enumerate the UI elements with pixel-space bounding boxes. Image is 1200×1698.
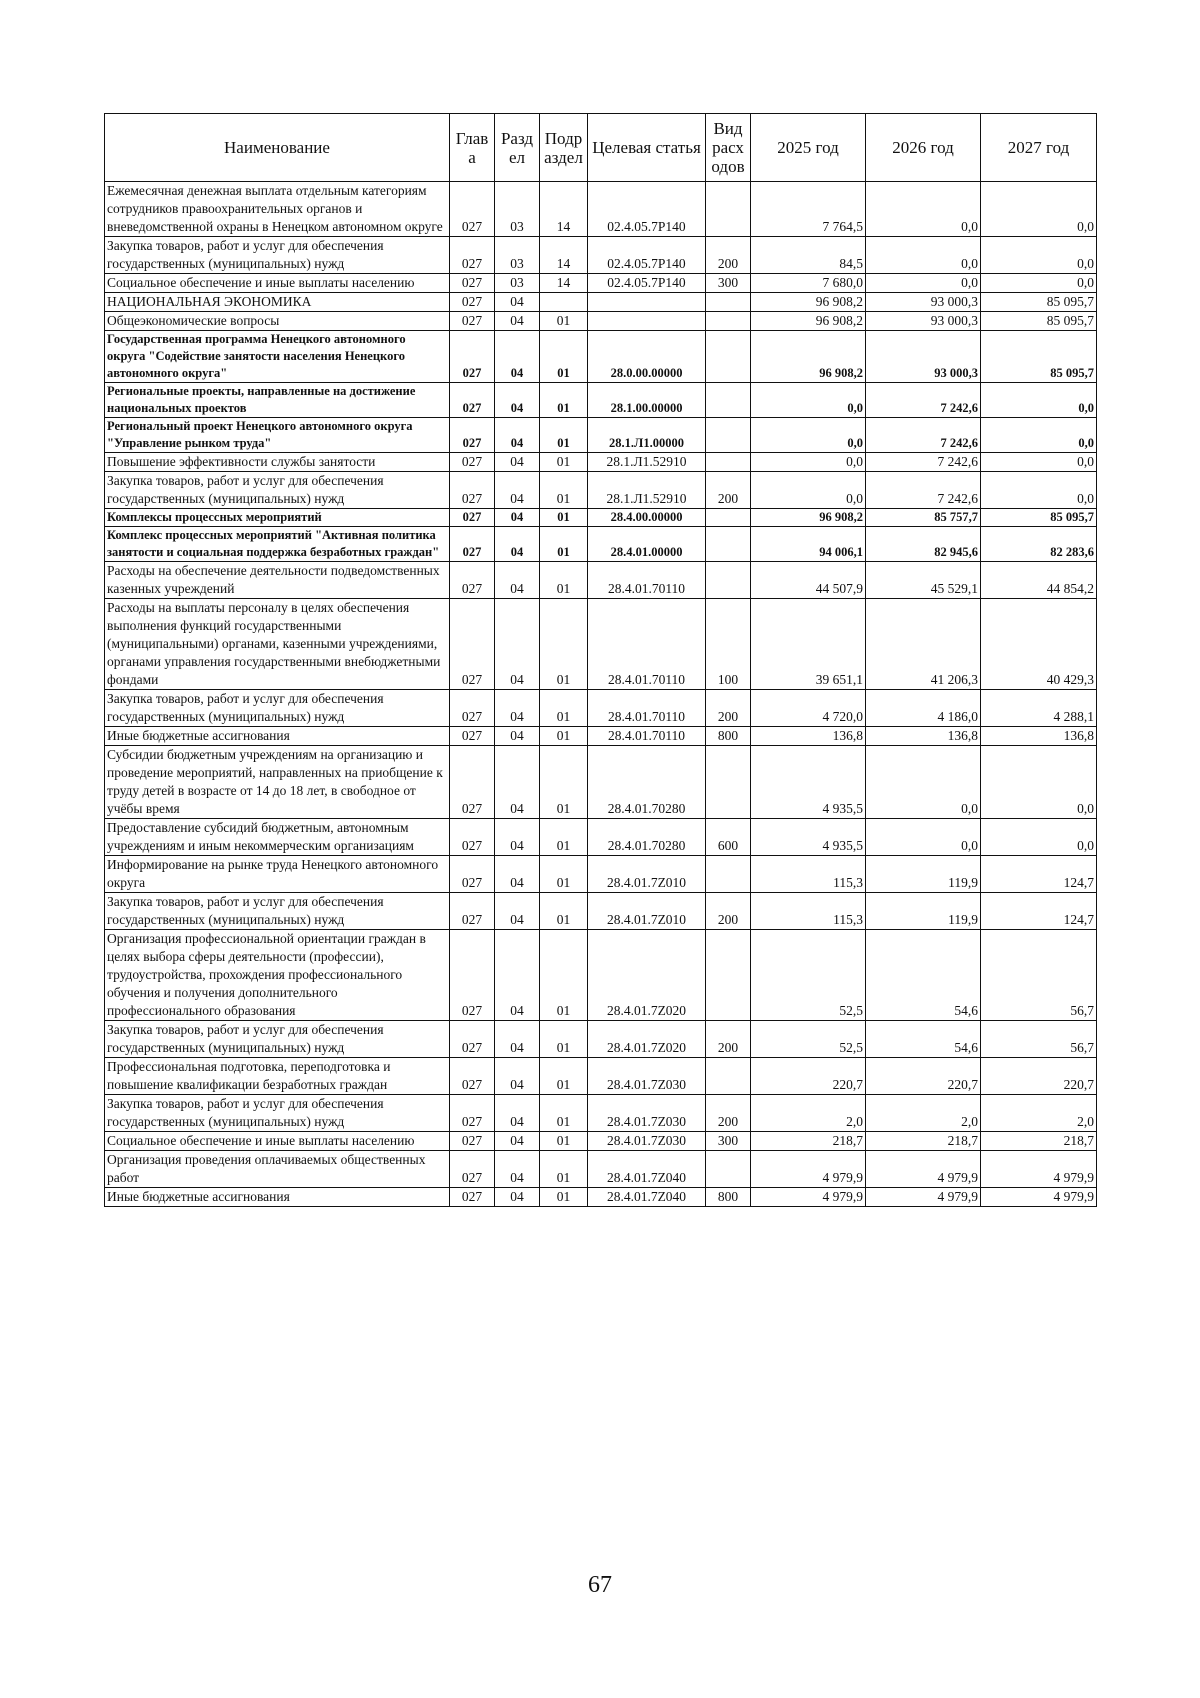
row-vid-cell — [706, 418, 751, 453]
row-podrazdel-cell: 14 — [540, 237, 588, 274]
row-statya-cell: 02.4.05.7Р140 — [588, 237, 706, 274]
table-row — [105, 509, 1097, 527]
row-name-cell: Региональный проект Ненецкого автономного округа "Управление рынком труда" — [105, 418, 450, 453]
row-2026-cell: 4 979,9 — [866, 1188, 981, 1207]
row-podrazdel-cell: 01 — [540, 331, 588, 383]
row-glava-cell: 027 — [450, 472, 495, 509]
row-podrazdel-cell: 01 — [540, 1095, 588, 1132]
row-2025-cell: 96 908,2 — [751, 312, 866, 331]
row-2026-cell: 93 000,3 — [866, 293, 981, 312]
row-2026-cell: 85 757,7 — [866, 509, 981, 527]
row-2026-cell: 218,7 — [866, 1132, 981, 1151]
row-name-cell: Региональные проекты, направленные на достижение национальных проектов — [105, 383, 450, 418]
table-row — [105, 562, 1097, 599]
row-name-cell: Предоставление субсидий бюджетным, автономным учреждениям и иным некоммерческим организациям — [105, 819, 450, 856]
row-2026-cell: 93 000,3 — [866, 312, 981, 331]
table-row — [105, 690, 1097, 727]
row-2026-cell: 0,0 — [866, 746, 981, 819]
budget-table — [104, 113, 1097, 1207]
row-statya-cell: 28.1.Л1.52910 — [588, 453, 706, 472]
row-vid-cell — [706, 856, 751, 893]
table-row — [105, 1021, 1097, 1058]
row-name-cell: Социальное обеспечение и иные выплаты населению — [105, 274, 450, 293]
row-vid-cell — [706, 383, 751, 418]
row-2025-cell: 96 908,2 — [751, 509, 866, 527]
header-2027: 2027 год — [981, 114, 1097, 182]
row-statya-cell: 28.4.00.00000 — [588, 509, 706, 527]
row-statya-cell: 02.4.05.7Р140 — [588, 182, 706, 237]
row-name-cell: Субсидии бюджетным учреждениям на организацию и проведение мероприятий, направленных на приобщение к труду детей в возрасте от 14 до 18 лет, в свободное от учёбы время — [105, 746, 450, 819]
row-name-cell: Комплексы процессных мероприятий — [105, 509, 450, 527]
row-statya-cell: 28.4.01.70280 — [588, 819, 706, 856]
row-glava-cell: 027 — [450, 418, 495, 453]
row-podrazdel-cell: 01 — [540, 1021, 588, 1058]
row-podrazdel-cell: 01 — [540, 1188, 588, 1207]
table-row — [105, 819, 1097, 856]
row-razdel-cell: 04 — [495, 727, 540, 746]
row-statya-cell: 28.4.01.70110 — [588, 599, 706, 690]
row-2026-cell: 2,0 — [866, 1095, 981, 1132]
row-2026-cell: 7 242,6 — [866, 453, 981, 472]
row-vid-cell: 200 — [706, 237, 751, 274]
row-2027-cell: 124,7 — [981, 893, 1097, 930]
row-razdel-cell: 04 — [495, 509, 540, 527]
row-razdel-cell: 04 — [495, 312, 540, 331]
row-name-cell: Общеэкономические вопросы — [105, 312, 450, 331]
row-podrazdel-cell: 01 — [540, 1151, 588, 1188]
row-name-cell: Закупка товаров, работ и услуг для обеспечения государственных (муниципальных) нужд — [105, 690, 450, 727]
row-name-cell: Расходы на выплаты персоналу в целях обеспечения выполнения функций государственными (муниципальными) органами, казенными учреждениями, органами управления государственными внебюджетными фондами — [105, 599, 450, 690]
row-vid-cell — [706, 293, 751, 312]
row-vid-cell: 800 — [706, 1188, 751, 1207]
row-2025-cell: 2,0 — [751, 1095, 866, 1132]
row-glava-cell: 027 — [450, 509, 495, 527]
row-2026-cell: 0,0 — [866, 182, 981, 237]
row-vid-cell: 300 — [706, 1132, 751, 1151]
row-name-cell: Комплекс процессных мероприятий "Активная политика занятости и социальная поддержка безработных граждан" — [105, 527, 450, 562]
header-vid: Вид расх одов — [706, 114, 751, 182]
row-glava-cell: 027 — [450, 274, 495, 293]
row-razdel-cell: 04 — [495, 453, 540, 472]
row-glava-cell: 027 — [450, 383, 495, 418]
row-2026-cell: 7 242,6 — [866, 418, 981, 453]
row-2027-cell: 220,7 — [981, 1058, 1097, 1095]
row-vid-cell: 800 — [706, 727, 751, 746]
row-statya-cell: 28.4.01.00000 — [588, 527, 706, 562]
row-2027-cell: 85 095,7 — [981, 293, 1097, 312]
table-row — [105, 418, 1097, 453]
row-statya-cell: 02.4.05.7Р140 — [588, 274, 706, 293]
table-row — [105, 274, 1097, 293]
header-name: Наименование — [105, 114, 450, 182]
row-2025-cell: 0,0 — [751, 383, 866, 418]
table-row — [105, 727, 1097, 746]
row-statya-cell — [588, 293, 706, 312]
row-glava-cell: 027 — [450, 182, 495, 237]
row-podrazdel-cell: 14 — [540, 274, 588, 293]
row-2025-cell: 115,3 — [751, 893, 866, 930]
row-name-cell: Иные бюджетные ассигнования — [105, 1188, 450, 1207]
row-statya-cell: 28.1.00.00000 — [588, 383, 706, 418]
row-razdel-cell: 04 — [495, 819, 540, 856]
table-row — [105, 182, 1097, 237]
table-row — [105, 599, 1097, 690]
row-2026-cell: 220,7 — [866, 1058, 981, 1095]
row-glava-cell: 027 — [450, 293, 495, 312]
row-name-cell: Закупка товаров, работ и услуг для обеспечения государственных (муниципальных) нужд — [105, 237, 450, 274]
table-row — [105, 293, 1097, 312]
row-2025-cell: 7 764,5 — [751, 182, 866, 237]
table-row — [105, 527, 1097, 562]
row-name-cell: Ежемесячная денежная выплата отдельным категориям сотрудников правоохранительных органов и вневедомственной охраны в Ненецком автономном округе — [105, 182, 450, 237]
row-razdel-cell: 03 — [495, 182, 540, 237]
row-vid-cell — [706, 527, 751, 562]
row-2027-cell: 85 095,7 — [981, 331, 1097, 383]
row-vid-cell: 300 — [706, 274, 751, 293]
row-razdel-cell: 04 — [495, 1151, 540, 1188]
row-podrazdel-cell: 01 — [540, 893, 588, 930]
row-vid-cell — [706, 453, 751, 472]
row-name-cell: Расходы на обеспечение деятельности подведомственных казенных учреждений — [105, 562, 450, 599]
row-2027-cell: 0,0 — [981, 274, 1097, 293]
row-glava-cell: 027 — [450, 930, 495, 1021]
row-vid-cell: 100 — [706, 599, 751, 690]
row-vid-cell: 200 — [706, 893, 751, 930]
row-2025-cell: 4 979,9 — [751, 1151, 866, 1188]
row-podrazdel-cell: 01 — [540, 599, 588, 690]
row-podrazdel-cell: 01 — [540, 383, 588, 418]
row-2025-cell: 115,3 — [751, 856, 866, 893]
row-2025-cell: 4 935,5 — [751, 819, 866, 856]
row-podrazdel-cell: 01 — [540, 562, 588, 599]
row-glava-cell: 027 — [450, 1132, 495, 1151]
row-glava-cell: 027 — [450, 562, 495, 599]
row-2027-cell: 82 283,6 — [981, 527, 1097, 562]
row-statya-cell: 28.4.01.70110 — [588, 727, 706, 746]
row-glava-cell: 027 — [450, 727, 495, 746]
row-glava-cell: 027 — [450, 893, 495, 930]
row-2027-cell: 124,7 — [981, 856, 1097, 893]
row-2025-cell: 84,5 — [751, 237, 866, 274]
row-2027-cell: 40 429,3 — [981, 599, 1097, 690]
row-statya-cell: 28.4.01.7Z030 — [588, 1132, 706, 1151]
row-2027-cell: 4 288,1 — [981, 690, 1097, 727]
table-row — [105, 383, 1097, 418]
table-row — [105, 1188, 1097, 1207]
row-razdel-cell: 04 — [495, 418, 540, 453]
row-2025-cell: 220,7 — [751, 1058, 866, 1095]
row-vid-cell — [706, 1151, 751, 1188]
row-vid-cell: 200 — [706, 1095, 751, 1132]
row-glava-cell: 027 — [450, 599, 495, 690]
row-2026-cell: 54,6 — [866, 1021, 981, 1058]
row-glava-cell: 027 — [450, 237, 495, 274]
row-2025-cell: 44 507,9 — [751, 562, 866, 599]
row-glava-cell: 027 — [450, 453, 495, 472]
row-glava-cell: 027 — [450, 331, 495, 383]
row-glava-cell: 027 — [450, 1095, 495, 1132]
row-name-cell: Закупка товаров, работ и услуг для обеспечения государственных (муниципальных) нужд — [105, 1095, 450, 1132]
table-row — [105, 1095, 1097, 1132]
row-podrazdel-cell: 14 — [540, 182, 588, 237]
row-2026-cell: 54,6 — [866, 930, 981, 1021]
row-razdel-cell: 04 — [495, 690, 540, 727]
row-statya-cell: 28.4.01.7Z010 — [588, 856, 706, 893]
row-2027-cell: 0,0 — [981, 453, 1097, 472]
row-vid-cell: 200 — [706, 1021, 751, 1058]
row-razdel-cell: 04 — [495, 893, 540, 930]
row-vid-cell — [706, 746, 751, 819]
row-statya-cell: 28.1.Л1.00000 — [588, 418, 706, 453]
row-2026-cell: 7 242,6 — [866, 383, 981, 418]
row-razdel-cell: 04 — [495, 1132, 540, 1151]
row-statya-cell: 28.4.01.70110 — [588, 562, 706, 599]
row-2025-cell: 4 979,9 — [751, 1188, 866, 1207]
row-statya-cell: 28.4.01.7Z030 — [588, 1058, 706, 1095]
row-2027-cell: 56,7 — [981, 930, 1097, 1021]
table-row — [105, 1151, 1097, 1188]
row-vid-cell — [706, 331, 751, 383]
row-2025-cell: 39 651,1 — [751, 599, 866, 690]
row-2026-cell: 0,0 — [866, 237, 981, 274]
row-podrazdel-cell: 01 — [540, 312, 588, 331]
row-2025-cell: 218,7 — [751, 1132, 866, 1151]
row-name-cell: Закупка товаров, работ и услуг для обеспечения государственных (муниципальных) нужд — [105, 472, 450, 509]
row-glava-cell: 027 — [450, 746, 495, 819]
row-2026-cell: 119,9 — [866, 856, 981, 893]
row-2027-cell: 4 979,9 — [981, 1188, 1097, 1207]
row-2027-cell: 85 095,7 — [981, 509, 1097, 527]
row-2027-cell: 0,0 — [981, 418, 1097, 453]
row-podrazdel-cell: 01 — [540, 1132, 588, 1151]
header-razdel: Разд ел — [495, 114, 540, 182]
row-podrazdel-cell: 01 — [540, 930, 588, 1021]
row-statya-cell: 28.4.01.7Z020 — [588, 930, 706, 1021]
row-name-cell: Закупка товаров, работ и услуг для обеспечения государственных (муниципальных) нужд — [105, 893, 450, 930]
row-statya-cell: 28.4.01.7Z040 — [588, 1188, 706, 1207]
row-2027-cell: 0,0 — [981, 819, 1097, 856]
row-vid-cell: 200 — [706, 472, 751, 509]
row-razdel-cell: 04 — [495, 1058, 540, 1095]
row-statya-cell: 28.4.01.7Z040 — [588, 1151, 706, 1188]
row-name-cell: Закупка товаров, работ и услуг для обеспечения государственных (муниципальных) нужд — [105, 1021, 450, 1058]
row-razdel-cell: 04 — [495, 1021, 540, 1058]
table-row — [105, 237, 1097, 274]
table-row — [105, 893, 1097, 930]
row-statya-cell: 28.4.01.7Z010 — [588, 893, 706, 930]
row-vid-cell: 600 — [706, 819, 751, 856]
row-vid-cell — [706, 312, 751, 331]
header-glava: Глав а — [450, 114, 495, 182]
row-name-cell: НАЦИОНАЛЬНАЯ ЭКОНОМИКА — [105, 293, 450, 312]
table-row — [105, 746, 1097, 819]
row-2025-cell: 4 720,0 — [751, 690, 866, 727]
row-razdel-cell: 04 — [495, 930, 540, 1021]
row-vid-cell — [706, 562, 751, 599]
row-glava-cell: 027 — [450, 312, 495, 331]
row-name-cell: Социальное обеспечение и иные выплаты населению — [105, 1132, 450, 1151]
row-podrazdel-cell: 01 — [540, 1058, 588, 1095]
row-podrazdel-cell: 01 — [540, 418, 588, 453]
row-2026-cell: 82 945,6 — [866, 527, 981, 562]
row-name-cell: Профессиональная подготовка, переподготовка и повышение квалификации безработных граждан — [105, 1058, 450, 1095]
row-vid-cell: 200 — [706, 690, 751, 727]
row-2027-cell: 0,0 — [981, 237, 1097, 274]
row-glava-cell: 027 — [450, 1151, 495, 1188]
row-vid-cell — [706, 182, 751, 237]
row-statya-cell: 28.4.01.7Z030 — [588, 1095, 706, 1132]
row-vid-cell — [706, 1058, 751, 1095]
row-glava-cell: 027 — [450, 1058, 495, 1095]
row-statya-cell: 28.4.01.70280 — [588, 746, 706, 819]
page-number: 67 — [588, 1572, 612, 1598]
row-statya-cell — [588, 312, 706, 331]
row-2025-cell: 96 908,2 — [751, 293, 866, 312]
row-2025-cell: 0,0 — [751, 453, 866, 472]
row-statya-cell: 28.1.Л1.52910 — [588, 472, 706, 509]
row-razdel-cell: 04 — [495, 562, 540, 599]
row-2025-cell: 4 935,5 — [751, 746, 866, 819]
row-podrazdel-cell: 01 — [540, 453, 588, 472]
row-glava-cell: 027 — [450, 1188, 495, 1207]
row-2025-cell: 96 908,2 — [751, 331, 866, 383]
table-row — [105, 472, 1097, 509]
row-2027-cell: 56,7 — [981, 1021, 1097, 1058]
table-row — [105, 312, 1097, 331]
row-2027-cell: 0,0 — [981, 472, 1097, 509]
row-razdel-cell: 03 — [495, 237, 540, 274]
row-statya-cell: 28.4.01.70110 — [588, 690, 706, 727]
row-razdel-cell: 04 — [495, 293, 540, 312]
row-2026-cell: 41 206,3 — [866, 599, 981, 690]
row-2027-cell: 136,8 — [981, 727, 1097, 746]
row-podrazdel-cell: 01 — [540, 819, 588, 856]
row-2027-cell: 44 854,2 — [981, 562, 1097, 599]
row-2026-cell: 93 000,3 — [866, 331, 981, 383]
row-2025-cell: 7 680,0 — [751, 274, 866, 293]
row-razdel-cell: 04 — [495, 856, 540, 893]
row-2025-cell: 136,8 — [751, 727, 866, 746]
row-podrazdel-cell: 01 — [540, 690, 588, 727]
row-2027-cell: 4 979,9 — [981, 1151, 1097, 1188]
row-podrazdel-cell: 01 — [540, 527, 588, 562]
row-razdel-cell: 04 — [495, 383, 540, 418]
row-2026-cell: 136,8 — [866, 727, 981, 746]
row-2025-cell: 94 006,1 — [751, 527, 866, 562]
row-2026-cell: 45 529,1 — [866, 562, 981, 599]
row-name-cell: Организация профессиональной ориентации граждан в целях выбора сферы деятельности (профессии), трудоустройства, прохождения профессионального обучения и получения дополнительного профессионального образования — [105, 930, 450, 1021]
row-glava-cell: 027 — [450, 527, 495, 562]
row-podrazdel-cell: 01 — [540, 472, 588, 509]
table-row — [105, 1132, 1097, 1151]
row-glava-cell: 027 — [450, 690, 495, 727]
row-razdel-cell: 04 — [495, 331, 540, 383]
row-2027-cell: 218,7 — [981, 1132, 1097, 1151]
row-2027-cell: 0,0 — [981, 746, 1097, 819]
row-2025-cell: 0,0 — [751, 472, 866, 509]
row-name-cell: Повышение эффективности службы занятости — [105, 453, 450, 472]
row-name-cell: Государственная программа Ненецкого автономного округа "Содействие занятости населения Ненецкого автономного округа" — [105, 331, 450, 383]
table-row — [105, 1058, 1097, 1095]
row-2025-cell: 52,5 — [751, 1021, 866, 1058]
row-podrazdel-cell: 01 — [540, 509, 588, 527]
row-glava-cell: 027 — [450, 819, 495, 856]
row-podrazdel-cell: 01 — [540, 727, 588, 746]
header-statya: Целевая статья — [588, 114, 706, 182]
header-podrazdel: Подр аздел — [540, 114, 588, 182]
row-glava-cell: 027 — [450, 856, 495, 893]
row-2027-cell: 0,0 — [981, 182, 1097, 237]
row-vid-cell — [706, 509, 751, 527]
row-2026-cell: 0,0 — [866, 274, 981, 293]
table-row — [105, 331, 1097, 383]
table-body — [105, 182, 1097, 1207]
row-statya-cell: 28.4.01.7Z020 — [588, 1021, 706, 1058]
row-2026-cell: 4 186,0 — [866, 690, 981, 727]
row-podrazdel-cell — [540, 293, 588, 312]
row-2027-cell: 85 095,7 — [981, 312, 1097, 331]
header-2026: 2026 год — [866, 114, 981, 182]
row-name-cell: Информирование на рынке труда Ненецкого автономного округа — [105, 856, 450, 893]
row-name-cell: Организация проведения оплачиваемых общественных работ — [105, 1151, 450, 1188]
table-row — [105, 856, 1097, 893]
row-razdel-cell: 04 — [495, 527, 540, 562]
row-2025-cell: 0,0 — [751, 418, 866, 453]
row-2026-cell: 0,0 — [866, 819, 981, 856]
table-row — [105, 930, 1097, 1021]
row-vid-cell — [706, 930, 751, 1021]
row-2026-cell: 7 242,6 — [866, 472, 981, 509]
row-razdel-cell: 04 — [495, 472, 540, 509]
row-razdel-cell: 04 — [495, 1188, 540, 1207]
row-podrazdel-cell: 01 — [540, 856, 588, 893]
row-2025-cell: 52,5 — [751, 930, 866, 1021]
row-razdel-cell: 04 — [495, 746, 540, 819]
row-razdel-cell: 04 — [495, 599, 540, 690]
header-2025: 2025 год — [751, 114, 866, 182]
row-razdel-cell: 03 — [495, 274, 540, 293]
row-podrazdel-cell: 01 — [540, 746, 588, 819]
row-glava-cell: 027 — [450, 1021, 495, 1058]
row-2027-cell: 2,0 — [981, 1095, 1097, 1132]
table-row — [105, 453, 1097, 472]
row-2026-cell: 119,9 — [866, 893, 981, 930]
row-statya-cell: 28.0.00.00000 — [588, 331, 706, 383]
table-header-row — [105, 114, 1097, 182]
row-razdel-cell: 04 — [495, 1095, 540, 1132]
row-2026-cell: 4 979,9 — [866, 1151, 981, 1188]
row-2027-cell: 0,0 — [981, 383, 1097, 418]
row-name-cell: Иные бюджетные ассигнования — [105, 727, 450, 746]
